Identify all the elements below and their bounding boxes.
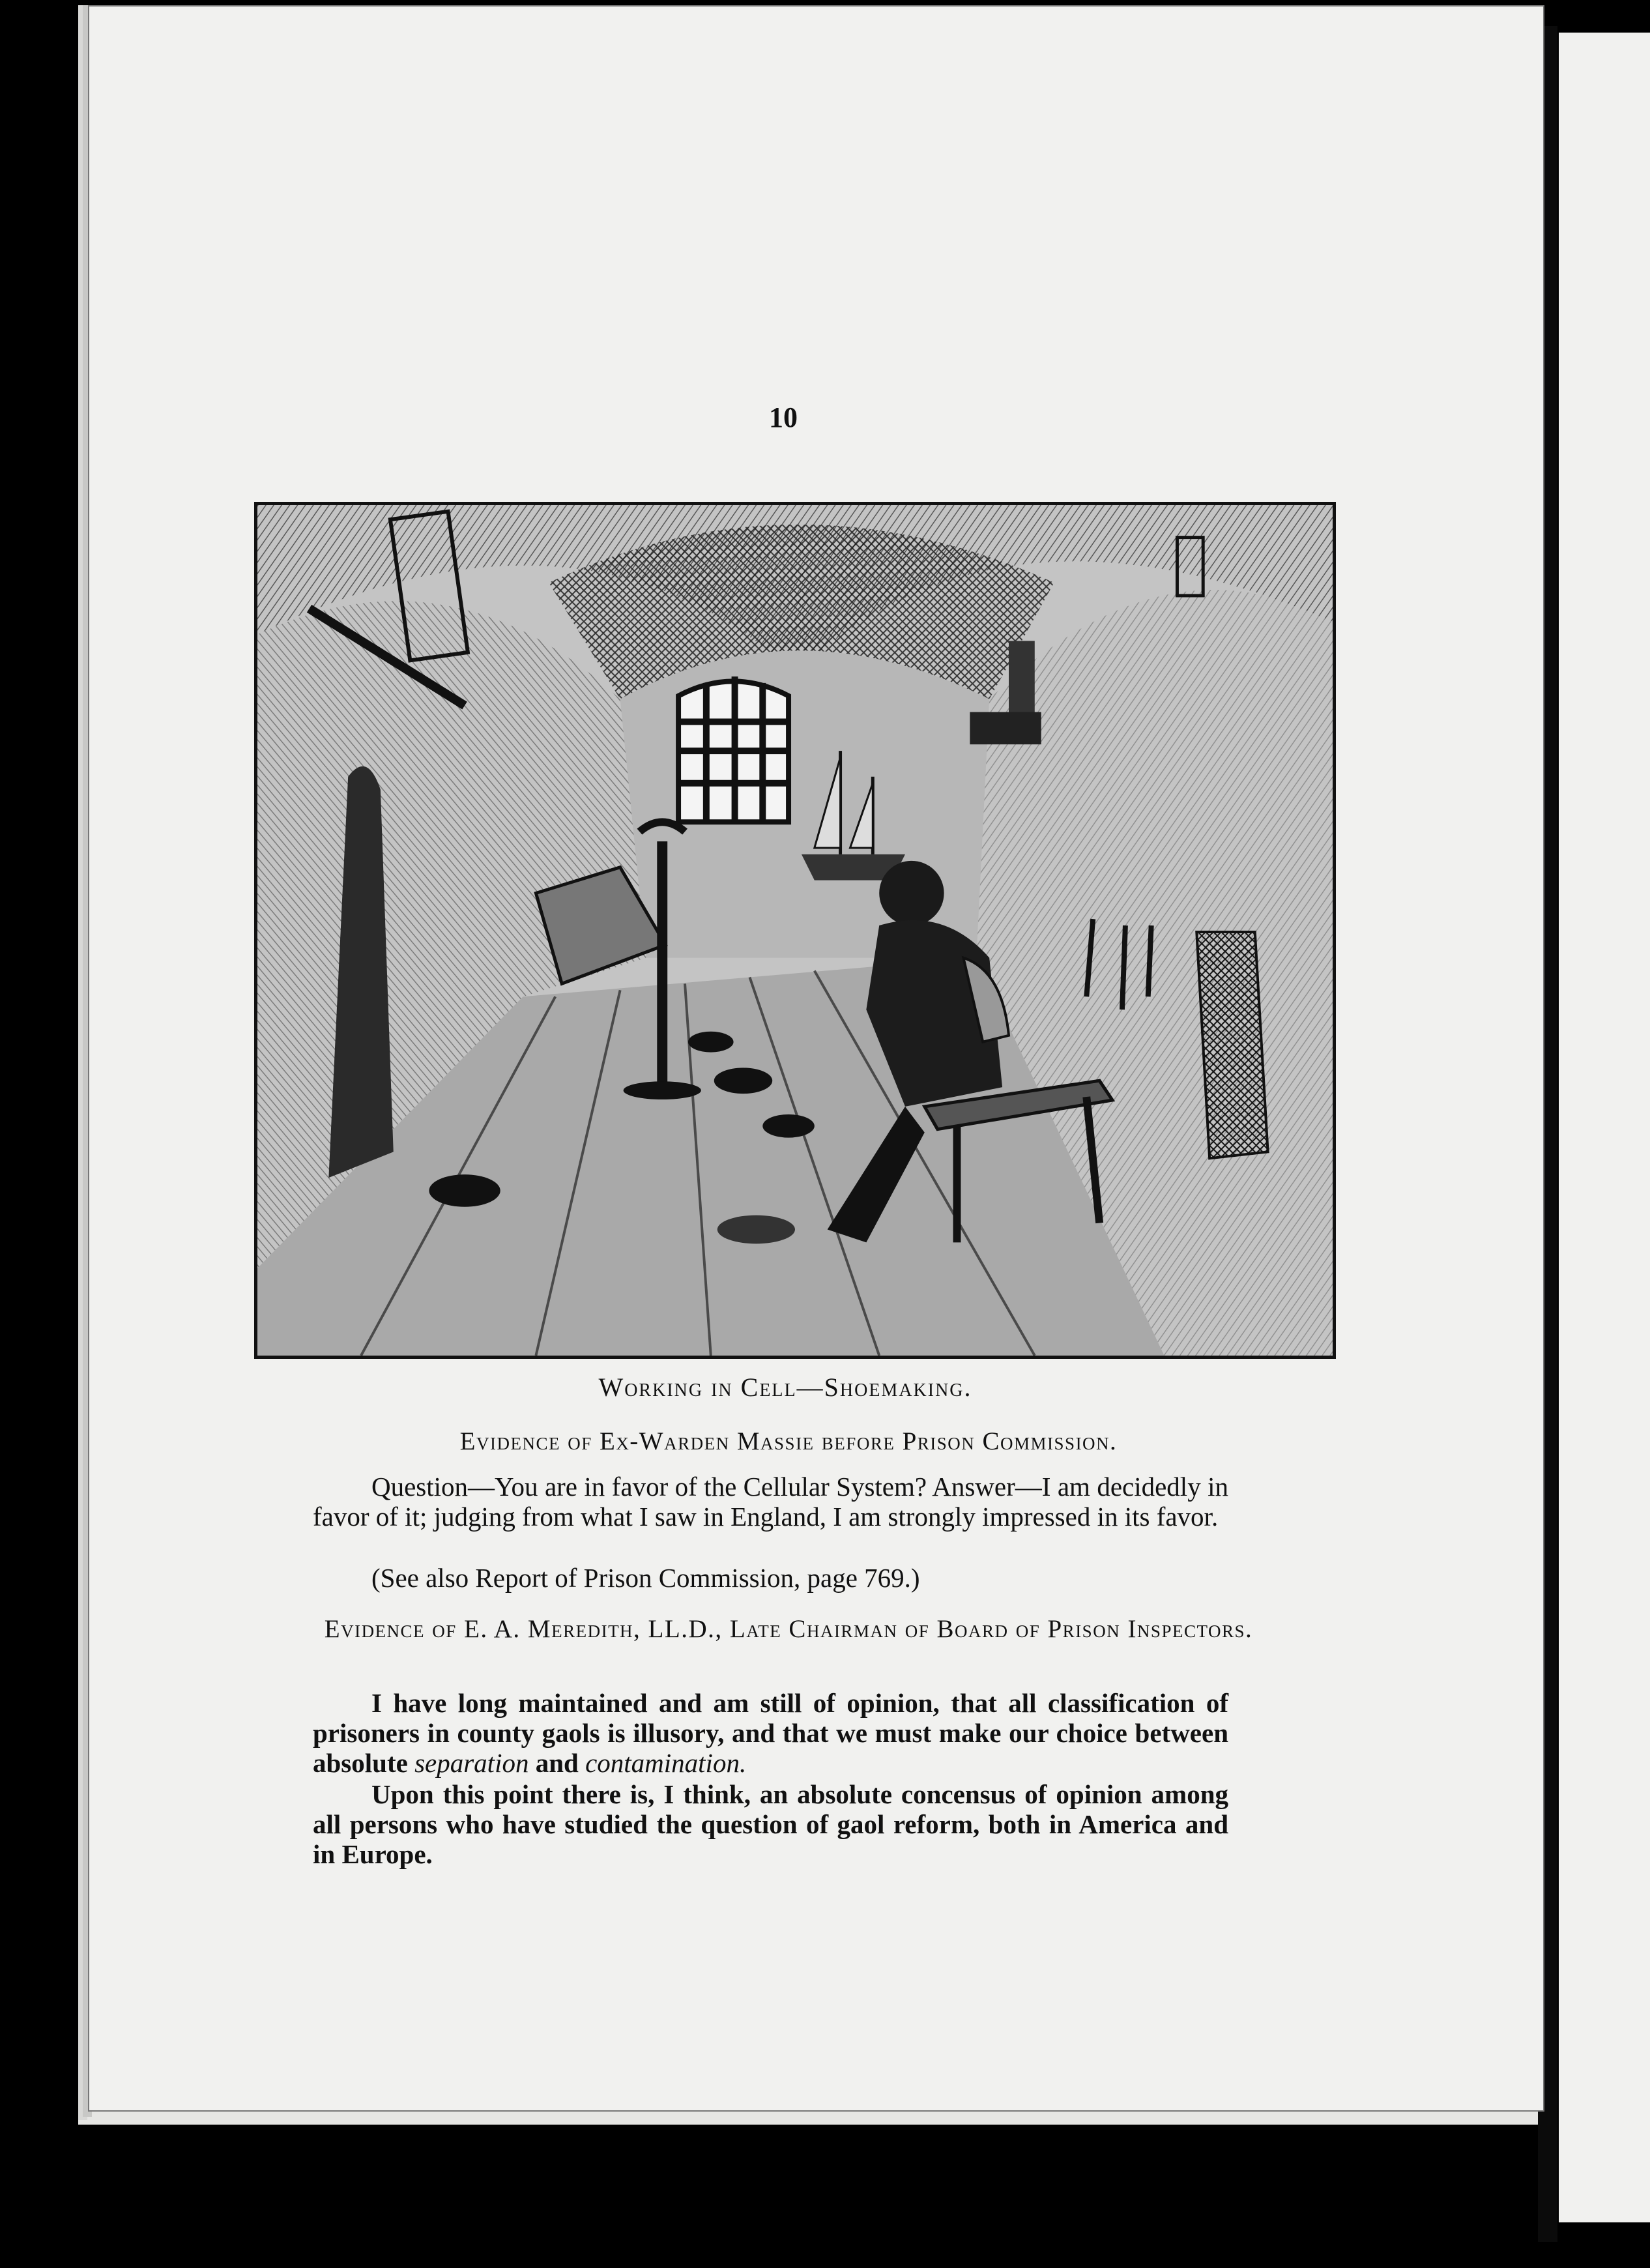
emphasis-contamination: contamination.: [585, 1748, 747, 1778]
prison-commission-reference: (See also Report of Prison Commission, page 769.): [371, 1563, 920, 1593]
page-number: 10: [769, 401, 798, 433]
facing-page: [1559, 33, 1650, 2222]
figure-caption: Working in Cell—Shoemaking.: [598, 1373, 972, 1402]
meredith-text-2: and: [528, 1748, 586, 1778]
section-heading-meredith: Evidence of E. A. Meredith, LL.D., Late Chairman of Board of Prison Inspectors.: [324, 1615, 1253, 1643]
meredith-paragraph-1: [313, 1688, 1228, 1778]
massie-testimony: Question—You are in favor of the Cellular System? Answer—I am decidedly in favor of it; judging from what I saw in England, I am strongly impressed in its favor.: [313, 1472, 1228, 1532]
cell-shoemaking-illustration: [254, 502, 1336, 1359]
section-heading-massie: Evidence of Ex-Warden Massie before Prison Commission.: [459, 1427, 1118, 1455]
meredith-paragraph-2: Upon this point there is, I think, an absolute concensus of opinion among all persons who have studied the question of gaol reform, both in America and in Europe.: [313, 1779, 1228, 1869]
page-bottom-edge: [78, 2112, 1551, 2125]
meredith-text-1: I have long maintained and am still of opinion, that all classification of prisoners in county gaols is illusory, and that we must make our choice between absolute: [313, 1688, 1228, 1778]
emphasis-separation: separation: [414, 1748, 529, 1778]
